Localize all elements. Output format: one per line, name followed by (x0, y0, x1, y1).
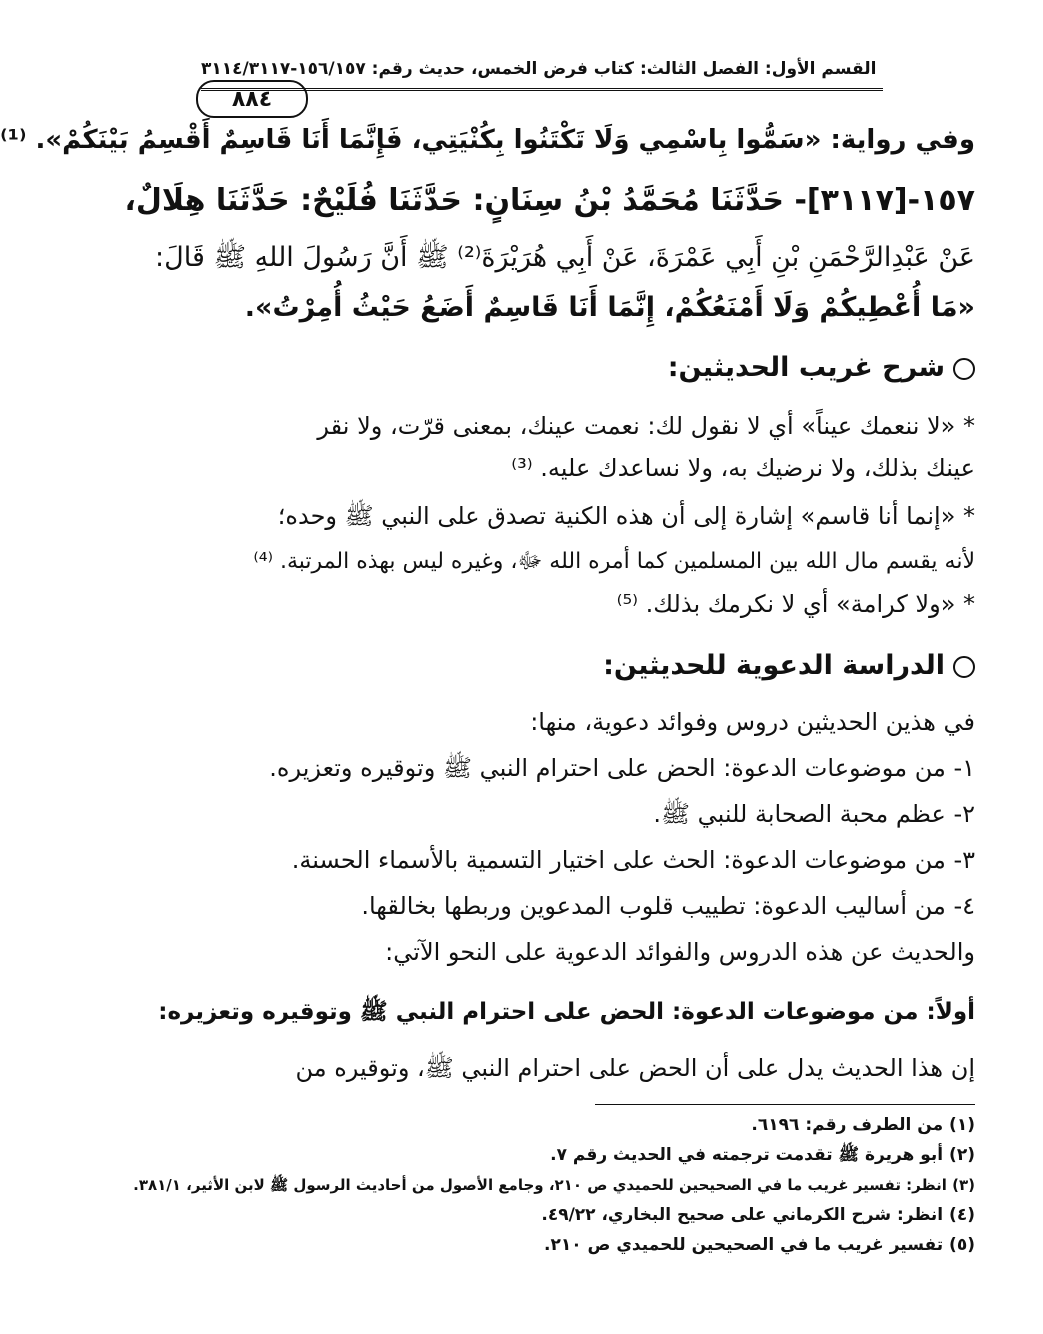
gharib-2b: لأنه يقسم مال الله بين المسلمين كما أمره الله ﷻ، وغيره ليس بهذه المرتبة. ⁽⁴⁾ (253, 549, 975, 574)
section-title-gharib: شرح غريب الحديثين: (206, 346, 975, 390)
outro-line: والحديث عن هذه الدروس والفوائد الدعوية على النحو الآتي: (385, 938, 975, 966)
footnote: (٣) انظر: تفسير غريب ما في الصحيحين للحميدي ص ٢١٠، وجامع الأصول من أحاديث الرسول ﷺ لابن الأثير، ٣٨١/١. (133, 1176, 975, 1194)
footnote: (٢) أبو هريرة ﷺ تقدمت ترجمته في الحديث رقم ٧. (550, 1145, 975, 1165)
page-number: ٨٨٤ (196, 80, 308, 118)
hadith-line-2: عَنْ عَبْدِالرَّحْمَنِ بْنِ أَبِي عَمْرَةَ، عَنْ أَبِي هُرَيْرَةَ⁽²⁾ ﷺ أَنَّ رَسُولَ اللهِ ﷺ قَالَ: (155, 242, 975, 273)
list-item: ٤- من أساليب الدعوة: تطييب قلوب المدعوين وربطها بخالقها. (361, 892, 975, 920)
footnote: (١) من الطرف رقم: ٦١٩٦. (751, 1115, 975, 1135)
last-line: إن هذا الحديث يدل على أن الحض على احترام النبي ﷺ، وتوقيره من (295, 1054, 975, 1082)
footnote: (٥) تفسير غريب ما في الصحيحين للحميدي ص ٢١٠. (544, 1235, 975, 1255)
gharib-1a: * «لا ننعمك عيناً» أي لا نقول لك: نعمت عينك، بمعنى قرّت، ولا نقر (317, 412, 975, 440)
subheading: أولاً: من موضوعات الدعوة: الحض على احترام النبي ﷺ وتوقيره وتعزيره: (158, 999, 975, 1025)
list-item: ٢- عظم محبة الصحابة للنبي ﷺ. (653, 800, 975, 828)
list-item: ٣- من موضوعات الدعوة: الحث على اختيار التسمية بالأسماء الحسنة. (291, 846, 975, 874)
hadith-line-1: ١٥٧-[٣١١٧]- حَدَّثَنَا مُحَمَّدُ بْنُ سِنَانٍ: حَدَّثَنَا فُلَيْحٌ: حَدَّثَنَا هِلَالٌ، (124, 183, 975, 218)
footnote-rule (595, 1104, 975, 1105)
running-head: القسم الأول: الفصل الثالث: كتاب فرض الخمس، حديث رقم: ١٥٦/١٥٧-٣١١٤/٣١١٧ (201, 59, 877, 79)
circle-bullet-icon (953, 358, 975, 380)
circle-bullet-icon (953, 656, 975, 678)
gharib-3: * «ولا كرامة» أي لا نكرمك بذلك. ⁽⁵⁾ (616, 590, 975, 618)
intro-line: في هذين الحديثين دروس وفوائد دعوية، منها: (530, 708, 975, 736)
list-item: ١- من موضوعات الدعوة: الحض على احترام النبي ﷺ وتوقيره وتعزيره. (269, 754, 975, 782)
gharib-2a: * «إنما أنا قاسم» إشارة إلى أن هذه الكنية تصدق على النبي ﷺ وحده؛ (277, 502, 975, 530)
section-title-dawa: الدراسة الدعوية للحديثين: (206, 644, 975, 688)
riwaya-line: وفي رواية: «سَمُّوا بِاسْمِي وَلَا تَكْتَنُوا بِكُنْيَتِي، فَإِنَّمَا أَنَا قَاسِمٌ أَقْسِمُ بَيْنَكُمْ». ⁽¹⁾ (0, 125, 975, 155)
footnote: (٤) انظر: شرح الكرماني على صحيح البخاري، ٤٩/٢٢. (541, 1205, 975, 1225)
gharib-1b: عينك بذلك، ولا نرضيك به، ولا نساعدك عليه. ⁽³⁾ (511, 454, 975, 482)
hadith-line-3: «مَا أُعْطِيكُمْ وَلَا أَمْنَعُكُمْ، إِنَّمَا أَنَا قَاسِمٌ أَضَعُ حَيْثُ أُمِرْتُ». (244, 292, 975, 323)
